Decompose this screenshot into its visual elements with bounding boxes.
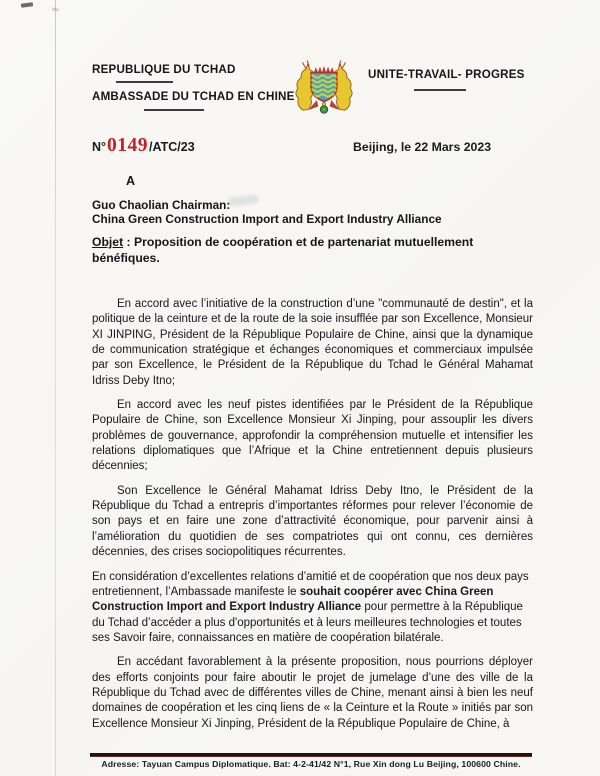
- embassy-title: AMBASSADE DU TCHAD EN CHINE: [92, 90, 295, 103]
- subject-text: Proposition de coopération et de partenariat mutuellement bénéfiques.: [92, 235, 474, 265]
- republic-title: REPUBLIQUE DU TCHAD: [92, 63, 236, 76]
- chad-coat-of-arms-icon: [287, 57, 361, 123]
- salutation: A: [126, 174, 136, 188]
- paragraph-1: En accord avec l’initiative de la construction d’une "communauté de destin", et la politique de la ceinture et de la route de la soie insufflée par son Excellence, Monsieur XI JINPING, Président de la République Populaire de Chine, ainsi que la dynamique de communication stratégique et échanges économiques et commerciaux impulsée par son Excellence, le Président de la République du Tchad le Général Mahamat Idriss Deby Itno;: [92, 298, 533, 387]
- divider-rule: [414, 89, 466, 91]
- ref-prefix: N°: [92, 140, 107, 154]
- paragraph-4-text: pour permettre à la République du Tchad d’accéder a plus d'opportunités et à leurs meilleures technologies et toutes ses Savoir faire, connaissances en matière de coopération bilatérale.: [92, 601, 523, 644]
- divider-rule: [116, 81, 173, 83]
- divider-rule: [144, 109, 204, 111]
- recipient-organization: China Green Construction Import and Export Industry Alliance: [92, 212, 442, 226]
- subject-label: Objet: [92, 235, 124, 249]
- footer-address: Adresse: Tayuan Campus Diplomatique. Bat: 4-2-41/42 N°1, Rue Xin dong Lu Beijing, 100600 Chine.: [101, 759, 521, 769]
- ref-suffix: /ATC/23: [149, 140, 195, 154]
- footer-divider: [90, 753, 532, 757]
- national-motto: UNITE-TRAVAIL- PROGRES: [368, 68, 525, 81]
- subject-line: [92, 235, 539, 266]
- paragraph-4-bold-alliance-name: souhait coopérer avec China Green Construction Import and Export Industry Alliance: [92, 585, 494, 614]
- recipient-name: Guo Chaolian Chairman:: [92, 198, 231, 212]
- ref-stamped-number: 0149: [107, 135, 149, 156]
- paragraph-3: Son Excellence le Général Mahamat Idriss Deby Itno, le Président de la République du Tchad a entrepris d’importantes réformes pour relever l’économie de son pays et en faire une zone d’attractivité économique, pour parvenir ainsi à l’amélioration du quotidien de ses compatriotes qui ont connu, ces dernières décennies, des crises sociopolitiques récurrentes.: [92, 484, 533, 559]
- reference-number: [92, 135, 195, 157]
- letter-body: [92, 297, 533, 732]
- footer: [90, 753, 532, 769]
- scan-edge-line: [55, 0, 56, 776]
- scan-artifact-mark: [21, 2, 33, 7]
- recipient-block: [92, 198, 442, 226]
- paragraph-2: En accord avec les neuf pistes identifiées par le Président de la République Populaire de Chine, son Excellence Monsieur Xi Jinping, pour assouplir les divers problèmes de gouvernance, approfondir la compréhension mutuelle et intensifier les relations diplomatiques que l’Afrique et la Chine entretiennent depuis plusieurs décennies;: [92, 399, 533, 473]
- paragraph-4-text: En considération d’excellentes relations d’amitié et de coopération que nos deux pays entretiennent, l’Ambassade manifeste le: [92, 570, 529, 598]
- subject-separator: :: [123, 235, 134, 249]
- letterhead-right: [368, 68, 525, 91]
- paragraph-5: En accédant favorablement à la présente proposition, nous pourrions déployer des efforts conjoints pour faire aboutir le projet de jumelage d’une des ville de la République du Tchad avec de différentes villes de Chine, menant ainsi à bien les neuf domaines de coopération et les cinq liens de « la Ceinture et la Route » initiés par son Excellence Monsieur Xi Jinping, Président de la République Populaire de Chine, à: [92, 656, 533, 730]
- paragraph-4: [92, 570, 533, 647]
- scan-artifact-mark: [52, 7, 60, 12]
- letter-date: Beijing, le 22 Mars 2023: [353, 140, 492, 154]
- letterhead-left: [92, 63, 295, 111]
